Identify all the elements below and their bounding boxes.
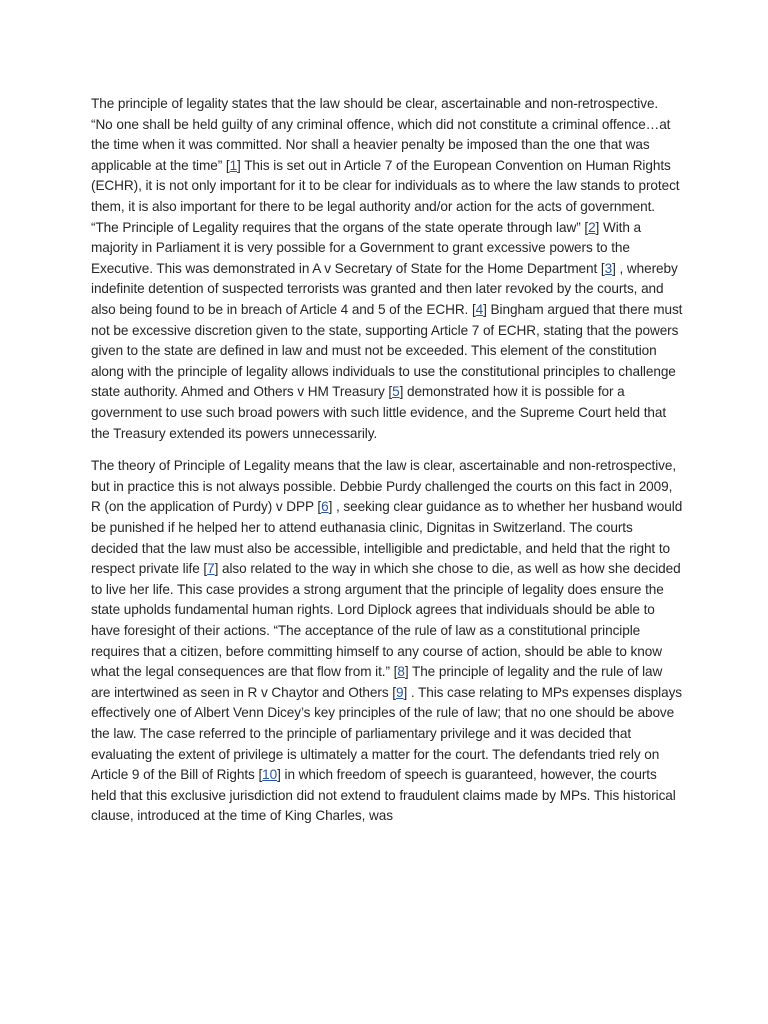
footnote-ref-4[interactable]: [4] xyxy=(471,301,487,317)
footnote-link-7[interactable]: 7 xyxy=(207,561,215,577)
text-run: . This case relating to MPs expenses displays effectively one of Albert Venn Dicey’s key principles of the rule of law; that no one should be above the law. The case referred to the principle of parliamentary privilege and it was decided that evaluating the extent of privilege is ultimately a matter for the court. The defendants tried rely on Article 9 of the Bill of Rights xyxy=(91,684,683,783)
footnote-link-3[interactable]: 3 xyxy=(604,260,613,276)
paragraph-theory-of-legality xyxy=(91,456,683,827)
text-run: in which freedom of speech is guaranteed, however, the courts held that this exclusive jurisdiction did not extend to fraudulent claims made by MPs. This historical clause, introduced at the time of King Charles, was xyxy=(91,767,676,824)
text-run: , seeking clear guidance as to whether her husband would be punished if he helped her to attend euthanasia clinic, Dignitas in Switzerland. The courts decided that the law must also be accessible, intelligible and predictable, and held that the right to respect private life xyxy=(91,499,683,577)
text-run: , whereby indefinite detention of suspected terrorists was granted and then later revoked by the courts, and also being found to be in breach of Article 4 and 5 of the ECHR. xyxy=(91,260,678,317)
footnote-link-5[interactable]: 5 xyxy=(392,384,400,400)
footnote-ref-3[interactable]: [3] xyxy=(600,260,616,276)
paragraph-principle-of-legality xyxy=(91,94,683,444)
document-page xyxy=(91,94,683,839)
footnote-ref-10[interactable]: [10] xyxy=(258,767,281,783)
footnote-ref-2[interactable]: [2] xyxy=(584,219,600,235)
text-run: Bingham argued that there must not be excessive discretion given to the state, supporting Article 7 of ECHR, stating that the powers given to the state are defined in law and must not be exceeded. This element of the constitution along with the principle of legality allows individuals to use the constitutional principles to challenge state authority. Ahmed and Others v HM Treasury xyxy=(91,301,683,400)
footnote-link-10[interactable]: 10 xyxy=(262,767,278,783)
footnote-link-6[interactable]: 6 xyxy=(321,499,329,515)
footnote-ref-8[interactable]: [8] xyxy=(393,664,409,680)
footnote-ref-7[interactable]: [7] xyxy=(203,561,219,577)
text-run: This is set out in Article 7 of the European Convention on Human Rights (ECHR), it is not only important for it to be clear for individuals as to where the law stands to protect them, it is also important for there to be legal authority and/or action for the acts of government. “The Principle of Legality requires that the organs of the state operate through law” xyxy=(91,157,680,235)
text-run: With a majority in Parliament it is very possible for a Government to grant excessive powers to the Executive. This was demonstrated in A v Secretary of State for the Home Department xyxy=(91,219,641,276)
text-run: The principle of legality and the rule of law are intertwined as seen in R v Chaytor and Others xyxy=(91,664,663,700)
footnote-ref-6[interactable]: [6] xyxy=(317,499,333,515)
text-run: demonstrated how it is possible for a government to use such broad powers with such little evidence, and the Supreme Court held that the Treasury extended its powers unnecessarily. xyxy=(91,384,667,441)
footnote-link-1[interactable]: 1 xyxy=(229,157,238,173)
text-run: also related to the way in which she chose to die, as well as how she decided to live her life. This case provides a strong argument that the principle of legality does ensure the state upholds fundamental human rights. Lord Diplock agrees that individuals should be able to have foresight of their actions. “The acceptance of the rule of law as a constitutional principle requires that a citizen, before committing himself to any course of action, should be able to know what the legal consequences are that flow from it.” xyxy=(91,561,681,680)
footnote-link-2[interactable]: 2 xyxy=(588,219,596,235)
footnote-ref-9[interactable]: [9] xyxy=(392,684,408,700)
footnote-ref-5[interactable]: [5] xyxy=(388,384,404,400)
footnote-ref-1[interactable]: [1] xyxy=(225,157,241,173)
text-run: The principle of legality states that the law should be clear, ascertainable and non-retrospective. “No one shall be held guilty of any criminal offence, which did not constitute a criminal offence…at the time when it was committed. Nor shall a heavier penalty be imposed than the one that was applicable at the time” xyxy=(91,96,671,173)
text-run: The theory of Principle of Legality means that the law is clear, ascertainable and non-retrospective, but in practice this is not always possible. Debbie Purdy challenged the courts on this fact in 2009, R (on the application of Purdy) v DPP xyxy=(91,458,677,515)
footnote-link-8[interactable]: 8 xyxy=(397,664,405,680)
footnote-link-9[interactable]: 9 xyxy=(395,684,404,700)
footnote-link-4[interactable]: 4 xyxy=(475,301,484,317)
